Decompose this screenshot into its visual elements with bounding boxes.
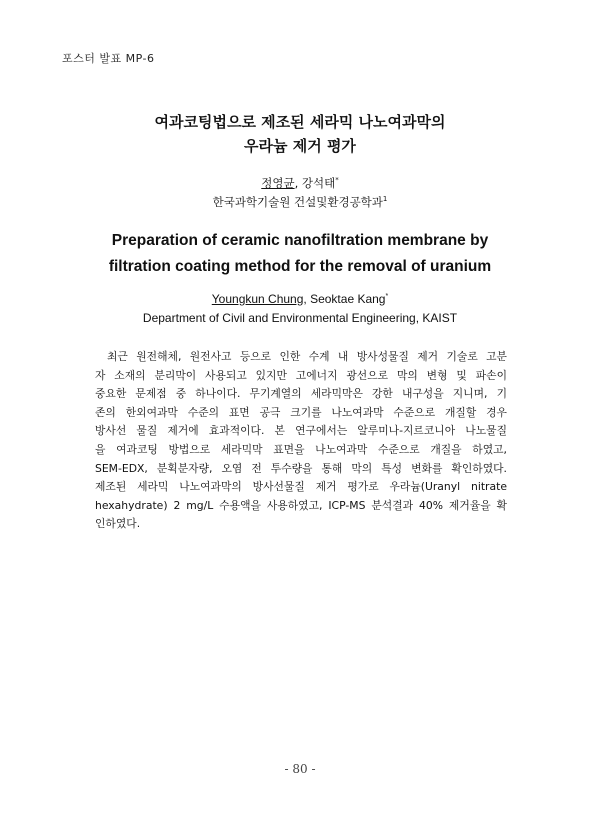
abstract-line: 중요한 문제점 중 하나이다. 무기계열의 세라믹막은 강한 내구성을 지니며, 기 <box>95 387 507 401</box>
english-author-separator: , <box>303 292 311 306</box>
english-authors <box>0 292 600 306</box>
korean-author-separator: , <box>294 176 302 190</box>
korean-title <box>0 110 600 158</box>
korean-authors <box>0 175 600 191</box>
abstract-line: 인하였다. <box>95 517 141 531</box>
english-title-line-2: filtration coating method for the removal of uranium <box>108 258 492 275</box>
korean-affiliation-text: 한국과학기술원 건설및환경공학과 <box>212 195 383 209</box>
session-tag: 포스터 발표 MP-6 <box>62 52 155 65</box>
korean-author-2: 강석태 <box>301 176 336 190</box>
korean-title-line-2: 우라늄 제거 평가 <box>244 137 356 155</box>
korean-affiliation <box>0 194 600 210</box>
english-author-1: Youngkun Chung <box>211 292 304 306</box>
abstract-line: 방사선 물질 제거에 효과적이다. 본 연구에서는 알루미나-지르코니아 나노물질 <box>95 424 507 438</box>
english-corresponding-mark: * <box>385 293 389 300</box>
english-affiliation: Department of Civil and Environmental Engineering, KAIST <box>142 311 458 325</box>
korean-title-line-1: 여과코팅법으로 제조된 세라믹 나노여과막의 <box>154 113 446 131</box>
abstract-line: 자 소재의 분리막이 사용되고 있지만 고에너지 광선으로 막의 변형 및 파손이 <box>95 368 507 382</box>
abstract-line: SEM-EDX, 분획분자량, 오염 전 투수량을 통해 막의 특성 변화를 확인하였다. <box>95 461 507 475</box>
abstract-line: hexahydrate) 2 mg/L 수용액을 사용하였고, ICP-MS 분석결과 40% 제거율을 확 <box>95 498 507 512</box>
abstract-line: 최근 원전해체, 원전사고 등으로 인한 수계 내 방사성물질 제거 기술로 고분 <box>107 350 507 363</box>
abstract-line: 존의 한외여과막 수준의 표면 공극 크기를 나노여과막 수준으로 개질할 경우 <box>95 405 507 419</box>
korean-author-1: 정영균 <box>261 176 295 190</box>
english-title-line-1: Preparation of ceramic nanofiltration membrane by <box>111 232 489 249</box>
english-author-2: Seoktae Kang <box>310 292 386 306</box>
abstract-line: 을 여과코팅 방법으로 세라믹막 표면을 나노여과막 수준으로 개질을 하였고, <box>95 442 507 456</box>
corresponding-mark: * <box>335 176 339 185</box>
abstract-line: 제조된 세라믹 나노여과막의 방사선물질 제거 평가로 우라늄(Uranyl nitrate <box>95 480 507 494</box>
affiliation-mark: 1 <box>382 195 388 204</box>
english-title <box>0 228 600 280</box>
abstract-body <box>95 348 507 534</box>
page-number: - 80 - <box>284 762 316 776</box>
